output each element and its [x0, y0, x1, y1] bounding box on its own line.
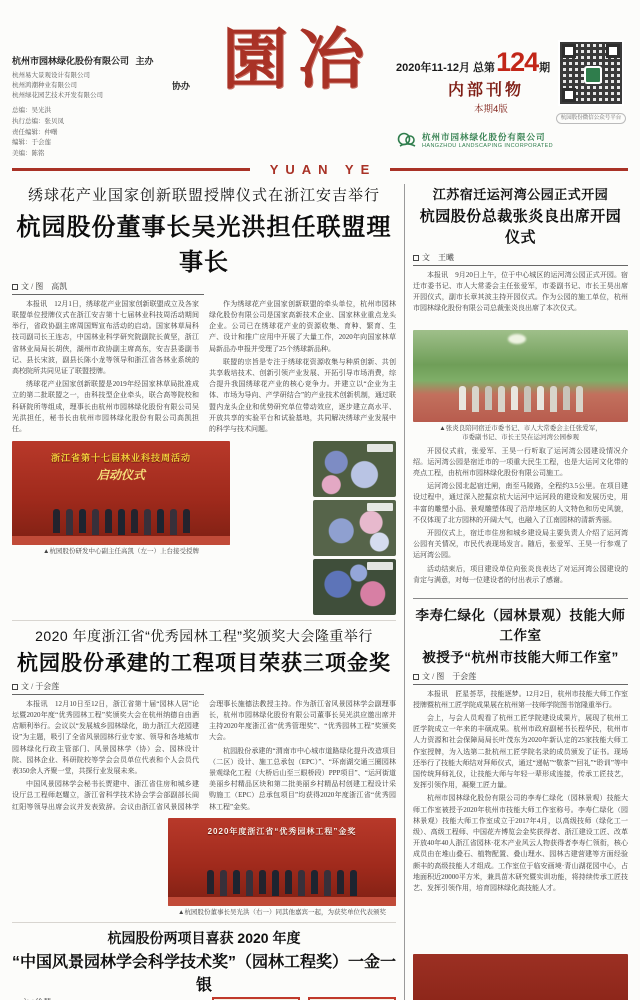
paragraph: 作为绣球花产业国家创新联盟的牵头单位，杭州市园林绿化股份有限公司是国家高新技术企业、国家林业重点龙头企业。公司已在绣球花产业的资源收集、育种、繁育、生产、设计和推广应用中开展了大量工作，2020年向国家林草局新品办申报并受理了25个绣球新品种。 [209, 299, 396, 353]
paragraph: 绣球花产业国家创新联盟是2019年经国家林草局批准成立的第二批联盟之一，由科技型企业牵头，联合高等院校和科研院所等组成，理事长由杭州市园林绿化股份有限公司吴光洪担任，秘书长由杭州市园林绿化股份有限公司高凯担任。 [12, 380, 199, 433]
byline-square-icon [12, 684, 18, 690]
article-separator [12, 922, 396, 923]
article1-byline-text: 文 / 图 高凯 [21, 281, 68, 291]
qr-eye [562, 44, 576, 58]
company-logo-line [396, 131, 553, 149]
paragraph: 本报讯 12月10日至12日，浙江省第十届“园林人居”论坛暨2020年度“优秀园林工程”奖颁奖大会在杭州纳德自由酒店顺利举行。会议以“发展城乡园林绿化，助力浙江大花园建设”为主题，吸引了全省风景园林行业专家、领导和各地城市园林绿化行政主管部门、风景园林学（协）会、园林设计院、园林企业、科研院校等学会会员单位代表和个人会员代表350余人齐聚一堂，共探行业发展未来。 [12, 699, 199, 775]
masthead-right-block [396, 26, 628, 149]
staff-line: 美编：陈铭 [12, 150, 45, 158]
right1-kicker: 江苏宿迁运河湾公园正式开园 [432, 186, 609, 202]
hydrangea-photo [313, 559, 396, 615]
article1-photo-block [12, 441, 230, 615]
staff-line: 编辑：于会莲 [12, 139, 51, 147]
issue-date: 2020年11-12月 总第 [396, 62, 496, 74]
masthead-center [190, 20, 396, 98]
right1-byline-text: 文 王曦 [422, 252, 454, 262]
paragraph: 杭州市园林绿化股份有限公司的李寿仁绿化（园林景观）技能大师工作室被授予2020年杭州市技能大师工作室称号。李寿仁绿化（园林景观）技能大师工作室成立于2017年4月，以高级技师（绿化工一级）、高级工程师、中国花卉博览会金奖获得者、浙江建设工匠、改革开放40年40人浙江省园林·花木产业风云人物获得者李寿仁领衔，核心成员由在堆山叠石、植物配置、叠山理水、园林古建营建等方面经验颇丰的高级技能人才组成。工作室位于临安画境·青山湖花园中心，占地面积近20000平方米，兼具苗木研究暨实训功能，将持续传承工匠技艺、发挥引领作用，培育园林绿化高技能人才。 [413, 794, 628, 892]
article1-kicker: 绣球花产业国家创新联盟授牌仪式在浙江安吉举行 [27, 186, 380, 204]
co-organizer: 杭州鸿潮种业有限公司 [12, 81, 77, 89]
award-stage-photo [168, 818, 396, 906]
co-organizer: 杭州绿花园艺技术开发有限公司 [12, 91, 103, 99]
red-rule-left [12, 168, 250, 171]
masthead-left-block [12, 26, 190, 160]
byline-square-icon [413, 674, 419, 680]
stage-banner-text: 2020年度浙江省“优秀园林工程”金奖 [207, 826, 357, 836]
company-name-en: HANGZHOU LANDSCAPING INCORPORATED [422, 143, 554, 149]
studio-award-stage-photo [413, 954, 628, 1000]
staff-line: 执行总编：张贝凤 [12, 117, 64, 125]
edition-count: 本期4版 [474, 104, 508, 115]
organizer-name: 杭州市园林绿化股份有限公司 [12, 56, 130, 66]
right2-byline-text: 文 / 图 于会莲 [422, 671, 477, 681]
qr-eye [606, 44, 620, 58]
co-organizer-row [12, 71, 190, 100]
right1-headline: 杭园股份总裁张炎良出席开园仪式 [419, 207, 622, 246]
organizer-line [12, 54, 190, 67]
right1-body [413, 446, 628, 592]
issue-line [396, 47, 551, 77]
stage-banner [168, 818, 396, 837]
paragraph: 开园仪式前，张爱军、王昊一行听取了运河湾公园建设情况介绍。运河湾公园是宿迁市的一项重大民生工程，也是大运河文化带的亮点工程，由杭州市园林绿化股份有限公司施工。 [413, 446, 628, 478]
stage-floor [168, 897, 396, 906]
caption-line: ▲张炎良陪同宿迁市委书记、市人大常委会主任张爱军， [439, 424, 602, 432]
article2-byline [12, 681, 204, 695]
co-organizer-list [12, 71, 168, 100]
masthead [12, 20, 628, 160]
article2-body [12, 699, 396, 815]
qr-block [554, 40, 628, 124]
article2-kicker: 2020 年度浙江省“优秀园林工程”奖颁奖大会隆重举行 [35, 627, 373, 644]
right1-byline [413, 252, 628, 266]
article-master-studio [413, 604, 628, 1000]
article1-photo-caption: ▲杭园股份研发中心副主任高凯（左一）上台接受授牌 [43, 547, 199, 555]
hydrangea-photo-collage [236, 441, 396, 615]
paragraph: 活动结束后，项目建设单位向张炎良表达了对运河湾公园建设的肯定与满意，对每一位建设者的付出表示了感谢。 [413, 564, 628, 584]
right1-photo-caption [413, 424, 628, 443]
issue-suffix: 期 [539, 62, 551, 74]
paragraph: 杭园股份承建的“渭南市中心城市道路绿化提升改造项目（二区）设计、施工总承包（EPC）”、“环南湖交通三圈园林景观绿化工程（大桥后山至三眼桥段）PPP项目”、“运河街道美丽乡村精品区块和第二批美丽乡村精品村创建工程设计采购施工（EPC）总承包项目”均获得2020年度浙江省“优秀园林工程”金奖。 [209, 746, 396, 811]
qr-eye [562, 88, 576, 102]
page-content [12, 184, 628, 1000]
qr-code [558, 40, 624, 106]
paragraph: 联盟的宗旨是专注于绣球花资源收集与种质创新、共创共享栽培技术、创新引领产业发展、开拓引导市场消费，综合提升我国绣球花产业的核心竞争力。并建立以“企业为主体、市场为导向、产学研结合”的产业技术创新机制，通过联盟内龙头企业和优势研究单位带动效应，逐步建立高水平、开放共享的实验平台和试验基地，共同解决绣球产业发展中的科学与技术问题。 [209, 357, 396, 433]
stage-banner [12, 441, 230, 483]
article-canal-bay-park [413, 184, 628, 592]
article1-byline [12, 281, 204, 295]
article-golden-awards [12, 626, 396, 917]
newspaper-title: 園冶 [222, 20, 374, 98]
article1-body [12, 299, 396, 437]
article3-headline-line2: “中国风景园林学会科学技术奖”（园林工程奖）一金一银 [12, 954, 397, 995]
article1-media-row [12, 441, 396, 615]
red-rule-right [390, 168, 628, 171]
article2-photo-block [168, 818, 396, 917]
ceremony-stage-photo [12, 441, 230, 545]
paragraph: 中国风景园林学会秘书长贾建中、浙江省住房和城乡建设厅总工程师赵耀立，浙江省科学技术协会学会部副部长阎红阳等领导出席会议并发表致辞。会议由浙江省风景园林学会理事长施德法教授主持。作为浙江省风景园林学会副理事长，杭州市园林绿化股份有限公司董事长吴光洪应邀出席并主持2020年度浙江省“优秀管理奖”、“优秀园林工程”奖颁奖大会。 [12, 699, 396, 811]
article-separator [12, 620, 396, 621]
co-organizer-role: 协办 [171, 81, 190, 92]
people-silhouettes [413, 386, 628, 412]
side-column [404, 184, 628, 1000]
hydrangea-photo [313, 441, 396, 497]
paragraph: 本报讯 匠星荟萃，技能逐梦。12月2日，杭州市技能大师工作室授牌暨杭州工匠学院成果展在杭州第一技师学院图书馆隆重举行。 [413, 689, 628, 709]
hydrangea-photo [313, 500, 396, 556]
people-silhouettes [12, 509, 230, 535]
staff-line: 责任编辑：仲曙 [12, 128, 58, 136]
article2-photo-caption: ▲杭园股份董事长吴光洪（右一）同其他嘉宾一起，为获奖单位代表颁奖 [178, 908, 386, 916]
company-name-cn: 杭州市园林绿化股份有限公司 [422, 132, 546, 142]
qr-center-logo [584, 66, 602, 84]
masthead-rule [12, 162, 628, 177]
byline-square-icon [413, 255, 419, 261]
right1-lead-paragraph [413, 270, 628, 328]
article3-headline-line1: 杭园股份两项目喜获 2020 年度 [107, 930, 301, 947]
right2-byline [413, 671, 628, 685]
company-names [422, 131, 553, 149]
right2-headline: 被授予“杭州市技能大师工作室” [422, 649, 619, 665]
park-visit-photo [413, 330, 628, 422]
article1-headline: 杭园股份董事长吴光洪担任联盟理事长 [16, 213, 392, 276]
cultivar-label-tag [367, 503, 393, 511]
staff-list [12, 106, 190, 160]
right2-kicker: 李寿仁绿化（园林景观）技能大师工作室 [415, 607, 626, 643]
publication-type: 内部刊物 [448, 82, 525, 99]
paragraph: 会上，与会人员观看了杭州工匠学院建设成果片，展现了杭州工匠学院成立一年来的丰硕成果。杭州市政府副秘书长程华民，杭州市人力资源和社会保障局局长叶茂东为2020年新认定的25家技能大师工作室授牌，为入选第二批杭州工匠学院名录的成员颁发了证书。现场还举行了技能大师结对拜师仪式，通过“递帖”“敬茶”“回礼”“聆训”等中国传统拜师礼仪，让技能大师与年轻一辈形成连接，传承工匠技艺，发挥引领作用，凝聚工匠力量。 [413, 714, 628, 790]
staff-line: 总编：吴光洪 [12, 107, 51, 115]
cultivar-label-tag [367, 562, 393, 570]
stage-floor [12, 536, 230, 545]
co-organizer: 杭州易大景观设计有限公司 [12, 72, 90, 79]
paragraph: 开园仪式上，宿迁市住房和城乡建设局主要负责人介绍了运河湾公园有关情况，市民代表现场发言。随后，张爱军、王昊一行参观了运河湾公园。 [413, 529, 628, 560]
byline-square-icon [12, 284, 18, 290]
right2-body [413, 689, 628, 951]
company-logo-icon [396, 131, 418, 149]
stage-banner-line1: 浙江省第十七届林业科技周活动 [50, 452, 191, 463]
issue-number: 124 [496, 47, 539, 77]
main-column [12, 184, 404, 1000]
paragraph: 运河湾公园北起宿迁闸，南至马陵路，全程约3.5公里。在项目建设过程中，通过深入挖掘京杭大运河中运河段的建设和发展历史，用丰富的雕塑小品、景观雕塑体现了沿岸地区的人文特色和历史风貌，不仅体现了北方园林的开阔大气，也融入了江南园林的清新秀丽。 [413, 482, 628, 524]
title-pinyin: YUAN YE [269, 161, 377, 177]
article2-byline-text: 文 / 于会莲 [21, 681, 60, 691]
article-hydrangea-alliance [12, 184, 396, 615]
article-science-tech-award [12, 928, 396, 1000]
stage-banner-line2: 启动仪式 [96, 467, 145, 482]
article2-headline: 杭园股份承建的工程项目荣获三项金奖 [17, 651, 391, 675]
paragraph: 本报讯 9月20日上午，位于中心城区的运河湾公园正式开园。宿迁市委书记、市人大常委会主任张爱军，市委副书记、市长王昊出席开园仪式，副市长章其波主持开园仪式。作为公园的施工单位，杭州市园林绿化股份有限公司总裁张炎良出席了本次仪式。 [413, 270, 628, 313]
park-photo-highlight [508, 334, 526, 344]
caption-line: 市委副书记、市长王昊在运河湾公园参观 [462, 434, 579, 442]
qr-label: 杭园股份微信公众号平台 [556, 113, 627, 124]
organizer-role: 主办 [135, 56, 154, 66]
cultivar-label-tag [367, 444, 393, 452]
article-separator [413, 598, 628, 599]
paragraph: 本报讯 12月1日，绣球花产业国家创新联盟成立及各家联盟单位授牌仪式在浙江安吉第十七届林业科技周活动期间举行，省政协副主席周国辉宣布活动的启动。国家林草局科技司副司长王连志，中国林业科学研究院副院长黄坚，浙江省林业局局长胡侠，湖州市政协副主席高东，安吉县委副书记、县长宋波，副县长陈小龙等领导和浙江省各林业系统的高校院所共同见证了联盟授牌。 [12, 299, 199, 375]
people-silhouettes [168, 870, 396, 896]
